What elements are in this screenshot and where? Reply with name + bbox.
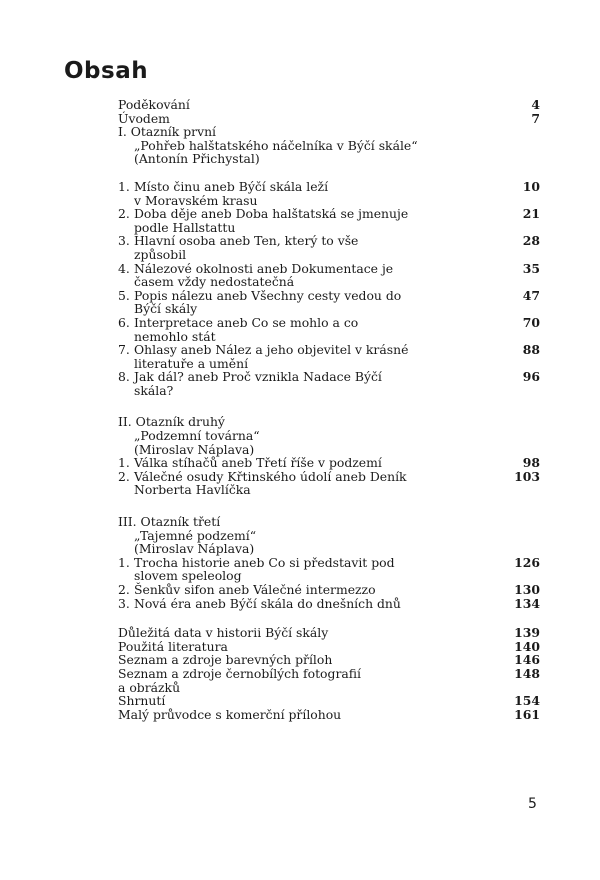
- toc-entry-page: 146: [514, 652, 540, 668]
- toc-entry[interactable]: [118, 653, 540, 667]
- toc-entry-label: Poděkování: [118, 97, 190, 112]
- toc-entry[interactable]: [118, 694, 540, 708]
- toc-entry-label-cont: způsobil: [134, 246, 187, 262]
- toc-entry-page: 139: [514, 625, 540, 641]
- toc-entry-number: 7.: [118, 342, 130, 358]
- toc-entry-label: Malý průvodce s komerční přílohou: [118, 706, 342, 722]
- toc-entry-number: 4.: [118, 260, 130, 276]
- toc-entry[interactable]: [118, 289, 540, 316]
- toc-entry-number: 6.: [118, 314, 130, 330]
- toc-entry[interactable]: [118, 262, 540, 289]
- toc-entry-page: 4: [531, 97, 540, 112]
- toc-entry[interactable]: [118, 456, 540, 470]
- toc-entry-label: Jak dál? aneb Proč vznikla Nadace Býčí: [134, 369, 382, 385]
- toc-entry-label: Popis nálezu aneb Všechny cesty vedou do: [134, 287, 402, 303]
- toc-entry-number: 2.: [118, 468, 130, 484]
- toc-entry[interactable]: [118, 583, 540, 597]
- spacer: [118, 166, 540, 180]
- toc-entry-number: 8.: [118, 369, 130, 385]
- toc-entry[interactable]: [118, 316, 540, 343]
- toc-entry-label: Důležitá data v historii Býčí skály: [118, 625, 329, 641]
- toc-entry-page: 70: [522, 314, 540, 330]
- toc-entry-label: Ohlasy aneb Nález a jeho objevitel v krásné: [134, 342, 409, 358]
- toc-entry-page: 126: [514, 554, 540, 570]
- toc-entry-label-cont: literatuře a umění: [134, 355, 249, 371]
- toc-entry-page: 7: [531, 110, 540, 126]
- toc-entry-label: Shrnutí: [118, 693, 166, 709]
- toc-entry-label-cont: časem vždy nedostatečná: [134, 274, 295, 290]
- toc-entry[interactable]: [118, 180, 540, 207]
- section-heading: I. Otazník první: [118, 124, 217, 140]
- toc-entry-label-cont: Býčí skály: [134, 301, 198, 317]
- toc-entry[interactable]: [118, 98, 540, 112]
- page-title: Obsah: [64, 58, 149, 84]
- toc-entry-page: 98: [522, 455, 540, 471]
- toc-entry-label: Použitá literatura: [118, 638, 228, 654]
- toc-entry-number: 1.: [118, 455, 130, 471]
- toc-entry-page: 47: [522, 287, 540, 303]
- table-of-contents: [118, 98, 540, 721]
- toc-entry-page: 148: [514, 665, 540, 681]
- toc-entry-number: 5.: [118, 287, 130, 303]
- toc-entry-label-cont: podle Hallstattu: [134, 219, 236, 235]
- toc-entry-label: Seznam a zdroje barevných příloh: [118, 652, 333, 668]
- toc-entry-page: 35: [522, 260, 540, 276]
- toc-entry-label: Trocha historie aneb Co si představit pod: [134, 554, 395, 570]
- spacer: [118, 397, 540, 415]
- section-author: (Miroslav Náplava): [134, 441, 255, 457]
- toc-entry-number: 2.: [118, 206, 130, 222]
- page-number: 5: [528, 796, 537, 812]
- toc-entry-number: 1.: [118, 178, 130, 194]
- toc-entry-label-cont: nemohlo stát: [134, 328, 216, 344]
- toc-entry-label-cont: a obrázků: [118, 679, 181, 695]
- section-author: (Miroslav Náplava): [134, 541, 255, 557]
- toc-entry-number: 3.: [118, 595, 130, 611]
- toc-entry-label: Hlavní osoba aneb Ten, který to vše: [134, 233, 359, 249]
- toc-entry-label: Místo činu aneb Býčí skála leží: [134, 178, 329, 194]
- toc-entry-page: 28: [522, 233, 540, 249]
- toc-entry[interactable]: [118, 112, 540, 126]
- toc-entry[interactable]: [118, 207, 540, 234]
- section-author: (Antonín Přichystal): [134, 151, 260, 167]
- toc-entry-page: 154: [514, 693, 540, 709]
- toc-entry[interactable]: [118, 234, 540, 261]
- toc-entry-label-cont: v Moravském krasu: [134, 192, 258, 208]
- toc-entry-label: Úvodem: [118, 110, 170, 126]
- toc-entry-label: Válka stíhačů aneb Třetí říše v podzemí: [134, 455, 382, 471]
- toc-entry-page: 161: [514, 706, 540, 722]
- toc-entry[interactable]: [118, 597, 540, 611]
- toc-entry-page: 88: [522, 342, 540, 358]
- toc-entry-number: 1.: [118, 554, 130, 570]
- toc-entry-page: 130: [514, 582, 540, 597]
- section-heading: II. Otazník druhý: [118, 414, 225, 430]
- toc-entry-label: Doba děje aneb Doba halštatská se jmenuje: [134, 206, 409, 222]
- spacer: [118, 610, 540, 626]
- toc-entry-label-cont: Norberta Havlíčka: [134, 482, 251, 498]
- toc-entry-label: Nová éra aneb Býčí skála do dnešních dnů: [134, 595, 401, 611]
- toc-entry[interactable]: [118, 708, 540, 722]
- section-heading: III. Otazník třetí: [118, 514, 221, 530]
- toc-entry[interactable]: [118, 470, 540, 497]
- toc-entry-page: 134: [514, 595, 540, 611]
- toc-entry-label: Válečné osudy Křtinského údolí aneb Deník: [134, 468, 407, 484]
- toc-entry-label: Seznam a zdroje černobílých fotografií: [118, 665, 361, 681]
- toc-entry-label: Nálezové okolnosti aneb Dokumentace je: [134, 260, 394, 276]
- section-subtitle: „Podzemní továrna“: [134, 428, 260, 444]
- toc-entry-label-cont: slovem speleolog: [134, 568, 242, 584]
- section-subtitle: „Tajemné podzemí“: [134, 527, 257, 543]
- toc-entry-number: 3.: [118, 233, 130, 249]
- toc-entry[interactable]: [118, 667, 540, 694]
- toc-entry-page: 96: [522, 369, 540, 385]
- toc-entry[interactable]: [118, 556, 540, 583]
- toc-entry-page: 10: [522, 178, 540, 194]
- toc-entry[interactable]: [118, 640, 540, 654]
- toc-entry-number: 2.: [118, 582, 130, 597]
- toc-entry-page: 21: [522, 206, 540, 222]
- toc-entry[interactable]: [118, 343, 540, 370]
- toc-entry[interactable]: [118, 626, 540, 640]
- toc-entry-label-cont: skála?: [134, 382, 174, 398]
- toc-entry-page: 140: [514, 638, 540, 654]
- toc-entry-page: 103: [514, 468, 540, 484]
- toc-entry[interactable]: [118, 370, 540, 397]
- section-subtitle: „Pohřeb halštatského náčelníka v Býčí skále“: [134, 137, 418, 153]
- toc-entry-label: Interpretace aneb Co se mohlo a co: [134, 314, 359, 330]
- spacer: [118, 497, 540, 515]
- toc-entry-label: Šenkův sifon aneb Válečné intermezzo: [134, 582, 376, 597]
